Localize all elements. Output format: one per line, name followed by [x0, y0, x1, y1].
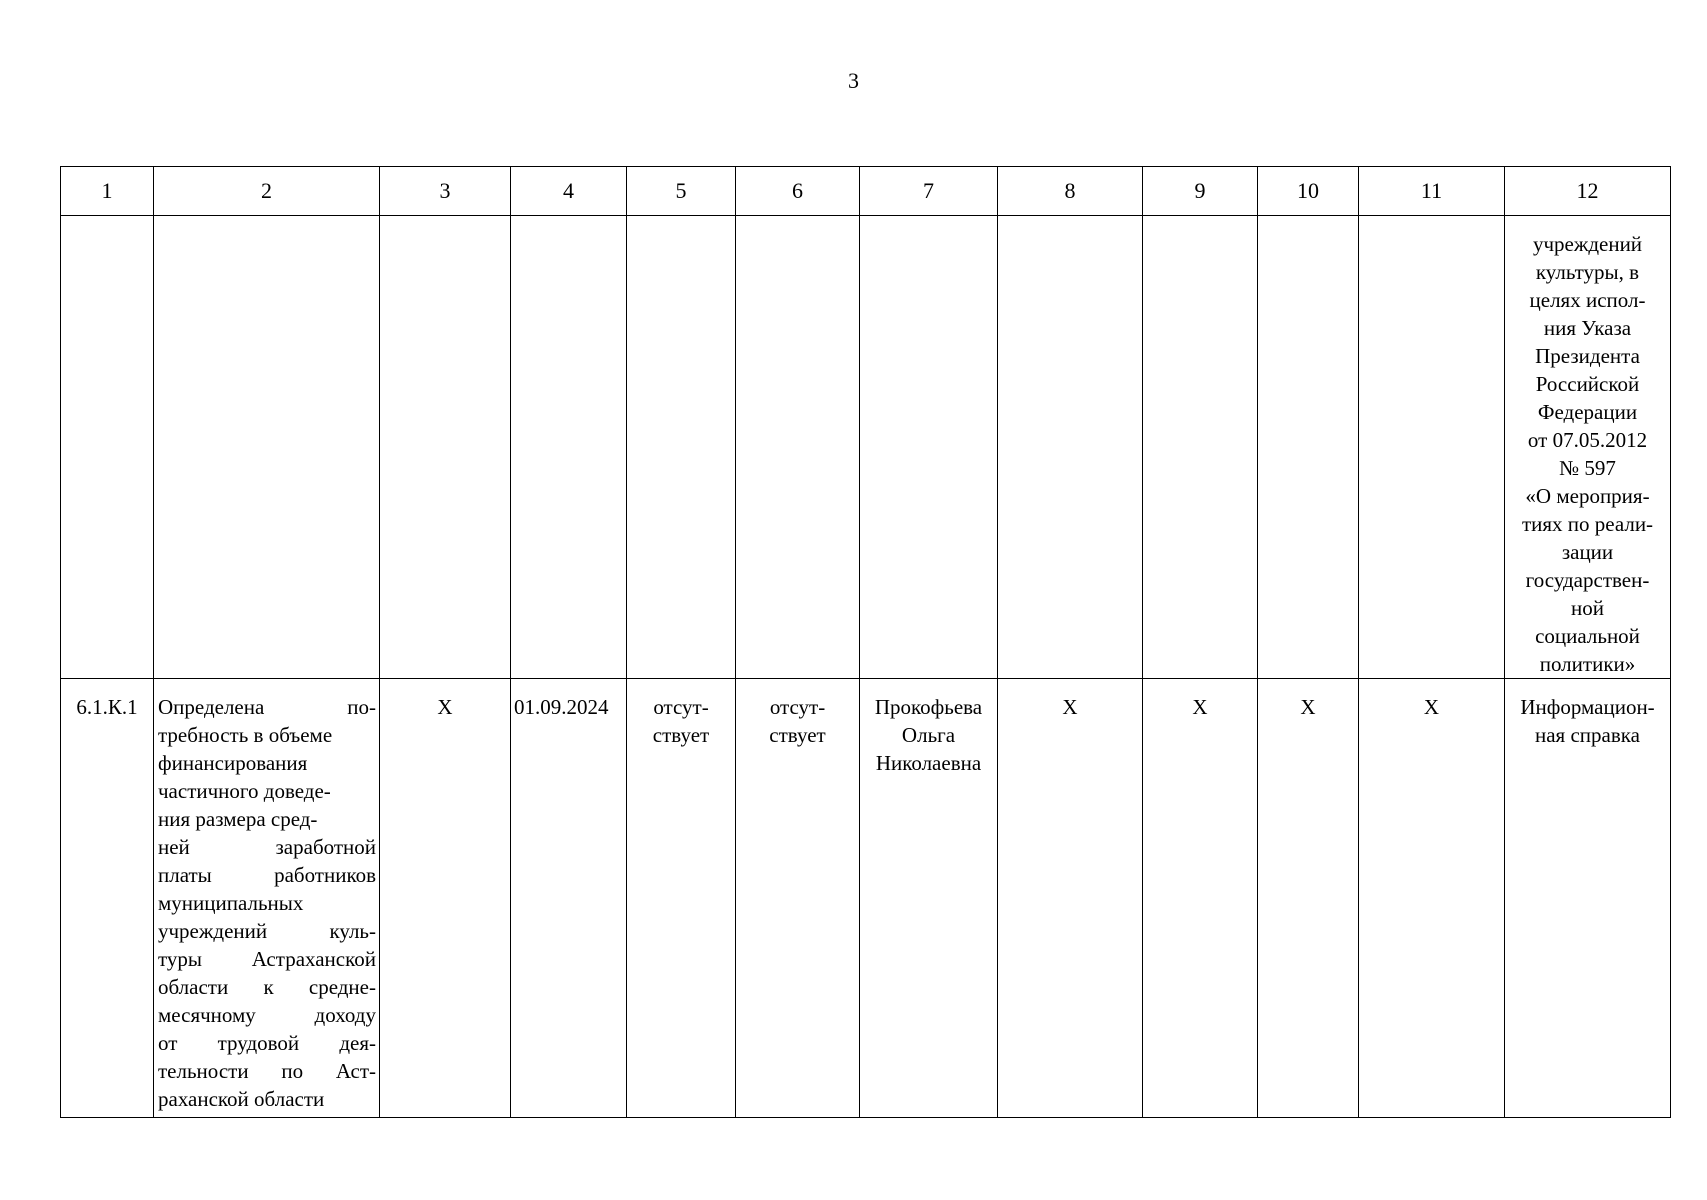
description-line: тельности по Аст- — [158, 1059, 376, 1083]
cell-col6 — [736, 679, 860, 1118]
page-number: 3 — [848, 68, 859, 93]
col11-value: X — [1423, 695, 1440, 719]
col10-value: X — [1300, 695, 1316, 719]
description-line: раханской области — [158, 1087, 325, 1111]
col8-value: X — [1062, 695, 1078, 719]
header-row — [61, 167, 1671, 216]
cell-empty — [1258, 216, 1359, 679]
description-line: области к средне- — [158, 975, 376, 999]
table-row-continuation — [61, 216, 1671, 679]
description-line: Определена по- — [158, 695, 376, 719]
description-line: ния размера сред- — [158, 807, 318, 831]
row-code: 6.1.К.1 — [76, 695, 138, 719]
cell-responsible — [860, 679, 998, 1118]
document-type: Информацион- ная справка — [1520, 695, 1655, 747]
cell-empty — [1359, 216, 1505, 679]
continuation-text: учреждений культуры, в целях испол- ния Указа Президента Российской Федерации от 07.05.2012 № 597 «О мероприя- тиях по реали- зации государствен- ной социальной политики» — [1521, 232, 1654, 676]
header-col-1: 1 — [61, 167, 154, 216]
cell-empty — [380, 216, 511, 679]
row-description — [154, 679, 379, 1113]
col6-value: отсут- ствует — [769, 695, 826, 747]
header-col-9: 9 — [1143, 167, 1258, 216]
cell-col9 — [1143, 679, 1258, 1118]
cell-col5 — [627, 679, 736, 1118]
cell-empty — [736, 216, 860, 679]
header-col-12: 12 — [1505, 167, 1671, 216]
cell-continuation-text — [1505, 216, 1671, 679]
plan-table — [60, 166, 1671, 1118]
cell-code — [61, 679, 154, 1118]
description-line: финансирования — [158, 751, 308, 775]
cell-date — [511, 679, 627, 1118]
description-line: частичного доведе- — [158, 779, 331, 803]
cell-empty — [61, 216, 154, 679]
cell-col3 — [380, 679, 511, 1118]
header-col-7: 7 — [860, 167, 998, 216]
cell-col8 — [998, 679, 1143, 1118]
header-col-10: 10 — [1258, 167, 1359, 216]
cell-empty — [998, 216, 1143, 679]
header-col-3: 3 — [380, 167, 511, 216]
description-line: требность в объеме — [158, 723, 333, 747]
header-col-6: 6 — [736, 167, 860, 216]
header-col-4: 4 — [511, 167, 627, 216]
header-col-8: 8 — [998, 167, 1143, 216]
table-row — [61, 679, 1671, 1118]
header-col-2: 2 — [154, 167, 380, 216]
description-line: платы работников — [158, 863, 376, 887]
description-line: ней заработной — [158, 835, 376, 859]
description-line: муниципальных — [158, 891, 304, 915]
col9-value: X — [1192, 695, 1208, 719]
header-col-11: 11 — [1359, 167, 1505, 216]
date-value: 01.09.2024 — [514, 695, 609, 719]
description-line: туры Астраханской — [158, 947, 376, 971]
cell-col11 — [1359, 679, 1505, 1118]
cell-empty — [860, 216, 998, 679]
responsible-person: Прокофьева Ольга Николаевна — [874, 695, 983, 775]
cell-document — [1505, 679, 1671, 1118]
cell-empty — [627, 216, 736, 679]
description-line: месячному доходу — [158, 1003, 376, 1027]
header-col-5: 5 — [627, 167, 736, 216]
col5-value: отсут- ствует — [652, 695, 710, 747]
cell-empty — [1143, 216, 1258, 679]
cell-description — [154, 679, 380, 1118]
cell-empty — [511, 216, 627, 679]
description-line: учреждений куль- — [158, 919, 376, 943]
col3-value: X — [437, 695, 453, 719]
description-line: от трудовой дея- — [158, 1031, 376, 1055]
cell-col10 — [1258, 679, 1359, 1118]
cell-empty — [154, 216, 380, 679]
